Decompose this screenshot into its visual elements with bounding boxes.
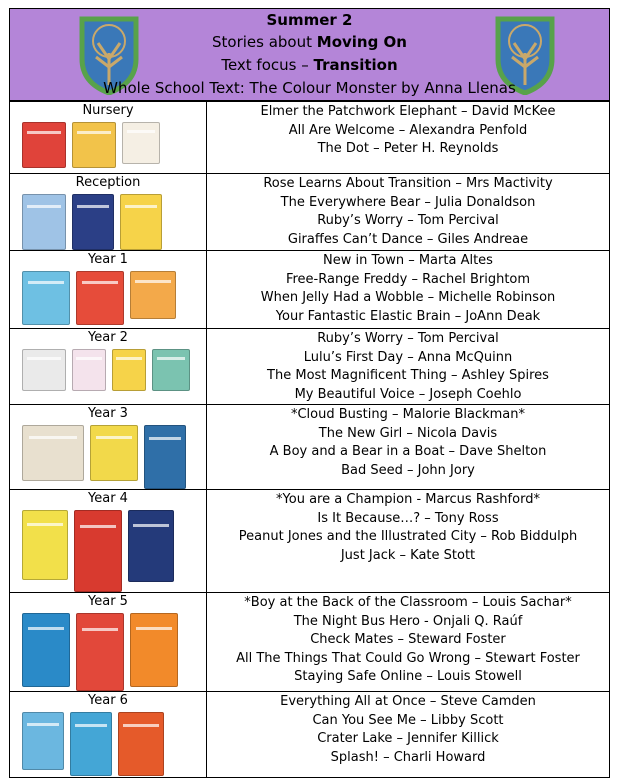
text-focus-line: Text focus – Transition bbox=[221, 56, 398, 74]
year-cell bbox=[10, 174, 207, 251]
book-title: The Night Bus Hero - Onjali Q. Raúf bbox=[293, 613, 523, 629]
header-banner bbox=[9, 8, 610, 101]
book-title: Lulu’s First Day – Anna McQuinn bbox=[303, 349, 513, 365]
book-title: Ruby’s Worry – Tom Percival bbox=[317, 331, 499, 346]
book-title: Everything All at Once – Steve Camden bbox=[280, 694, 536, 709]
book-covers bbox=[10, 191, 206, 250]
book-title: Peanut Jones and the Illustrated City – Rob Biddulph bbox=[238, 529, 578, 544]
all-are-welcome-cover bbox=[72, 122, 116, 168]
you-are-a-champion-cover bbox=[74, 510, 122, 592]
book-title: Bad Seed – John Jory bbox=[341, 462, 475, 478]
book-title: Check Mates – Steward Foster bbox=[310, 632, 506, 647]
book-title: New in Town – Marta Altes bbox=[323, 253, 493, 268]
can-you-see-me-cover bbox=[22, 712, 64, 770]
check-mates-cover bbox=[22, 613, 70, 687]
year-label: Year 3 bbox=[88, 406, 128, 421]
book-covers bbox=[10, 422, 206, 489]
year-cell bbox=[10, 490, 207, 593]
book-title: Giraffes Can’t Dance – Giles Andreae bbox=[287, 231, 529, 247]
book-title: Elmer the Patchwork Elephant – David McKee bbox=[260, 104, 556, 119]
book-title: Your Fantastic Elastic Brain – JoAnn Deak bbox=[275, 308, 541, 324]
book-title: The Everywhere Bear – Julia Donaldson bbox=[280, 194, 536, 210]
book-title: Just Jack – Kate Stott bbox=[340, 547, 476, 563]
book-title: *Boy at the Back of the Classroom – Louis Sachar* bbox=[244, 595, 572, 610]
book-title: All The Things That Could Go Wrong – Stewart Foster bbox=[236, 650, 580, 666]
elmer-cover bbox=[22, 122, 66, 168]
year-cell bbox=[10, 329, 207, 405]
book-title: Crater Lake – Jennifer Killick bbox=[317, 731, 499, 746]
book-covers bbox=[10, 268, 206, 325]
book-title: Free-Range Freddy – Rachel Brightom bbox=[285, 271, 531, 287]
book-list-cell bbox=[207, 329, 610, 405]
year-label: Year 4 bbox=[88, 491, 128, 506]
year-cell bbox=[10, 692, 207, 778]
whole-school-text: Whole School Text: The Colour Monster by Anna Llenas bbox=[103, 79, 516, 97]
book-covers bbox=[10, 119, 206, 168]
book-list-cell bbox=[207, 692, 610, 778]
book-title: Rose Learns About Transition – Mrs Mactivity bbox=[263, 176, 553, 191]
splash-cover bbox=[70, 712, 112, 776]
year-cell bbox=[10, 251, 207, 329]
table-row bbox=[10, 593, 610, 692]
beautiful-voice-cover bbox=[72, 349, 106, 391]
book-list-cell bbox=[207, 405, 610, 490]
book-covers bbox=[10, 610, 206, 691]
year-label: Year 1 bbox=[88, 252, 128, 267]
table-row bbox=[10, 329, 610, 405]
term-title: Summer 2 bbox=[266, 11, 353, 29]
most-magnificent-thing-cover bbox=[22, 349, 66, 391]
table-row bbox=[10, 490, 610, 593]
book-title: Is It Because…? – Tony Ross bbox=[317, 510, 499, 526]
book-title: The New Girl – Nicola Davis bbox=[318, 425, 498, 441]
rubys-worry-cover bbox=[120, 194, 162, 250]
book-title: When Jelly Had a Wobble – Michelle Robinson bbox=[260, 290, 556, 305]
book-title: All Are Welcome – Alexandra Penfold bbox=[288, 122, 528, 138]
book-title: Can You See Me – Libby Scott bbox=[312, 712, 504, 728]
book-title: Splash! – Charli Howard bbox=[330, 749, 486, 765]
book-title: A Boy and a Bear in a Boat – Dave Shelton bbox=[269, 444, 547, 459]
table-row bbox=[10, 692, 610, 778]
lulus-first-day-cover bbox=[152, 349, 190, 391]
peanut-jones-cover bbox=[128, 510, 174, 582]
book-title: *Cloud Busting – Malorie Blackman* bbox=[290, 407, 526, 422]
book-title: My Beautiful Voice – Joseph Coehlo bbox=[294, 386, 522, 402]
book-list-cell bbox=[207, 593, 610, 692]
book-covers bbox=[10, 709, 206, 776]
reading-list-table bbox=[9, 101, 610, 778]
year-label: Reception bbox=[75, 175, 141, 190]
curriculum-page bbox=[9, 8, 610, 778]
year-label: Year 6 bbox=[88, 693, 128, 708]
free-range-freddy-cover bbox=[22, 271, 70, 325]
giraffes-cant-dance-cover bbox=[72, 194, 114, 250]
year-label: Year 5 bbox=[88, 594, 128, 609]
year-label: Nursery bbox=[82, 103, 134, 118]
table-row bbox=[10, 102, 610, 174]
book-title: *You are a Champion - Marcus Rashford* bbox=[276, 492, 540, 507]
cloud-busting-cover bbox=[144, 425, 186, 489]
book-list-cell bbox=[207, 102, 610, 174]
book-title: Ruby’s Worry – Tom Percival bbox=[317, 213, 499, 228]
book-covers bbox=[10, 507, 206, 592]
jelly-wobble-cover bbox=[76, 271, 124, 325]
boy-at-the-back-cover bbox=[76, 613, 124, 691]
fantastic-elastic-brain-cover bbox=[130, 271, 176, 319]
year-cell bbox=[10, 102, 207, 174]
year-cell bbox=[10, 405, 207, 490]
book-title: Staying Safe Online – Louis Stowell bbox=[294, 669, 522, 684]
table-row bbox=[10, 405, 610, 490]
the-new-girl-cover bbox=[90, 425, 138, 481]
table-row bbox=[10, 174, 610, 251]
everywhere-bear-cover bbox=[22, 194, 66, 250]
all-the-things-cover bbox=[130, 613, 178, 687]
book-title: The Dot – Peter H. Reynolds bbox=[317, 141, 499, 156]
everything-all-at-once-cover bbox=[118, 712, 164, 776]
year-label: Year 2 bbox=[88, 330, 128, 345]
book-title: The Most Magnificent Thing – Ashley Spires bbox=[267, 368, 549, 383]
book-list-cell bbox=[207, 251, 610, 329]
table-row bbox=[10, 251, 610, 329]
the-dot-cover bbox=[122, 122, 160, 164]
bad-seed-cover bbox=[22, 425, 84, 481]
rubys-worry-cover bbox=[112, 349, 146, 391]
book-covers bbox=[10, 346, 206, 391]
topic-line: Stories about Moving On bbox=[211, 33, 407, 51]
year-cell bbox=[10, 593, 207, 692]
book-list-cell bbox=[207, 174, 610, 251]
book-list-cell bbox=[207, 490, 610, 593]
just-jack-cover bbox=[22, 510, 68, 580]
